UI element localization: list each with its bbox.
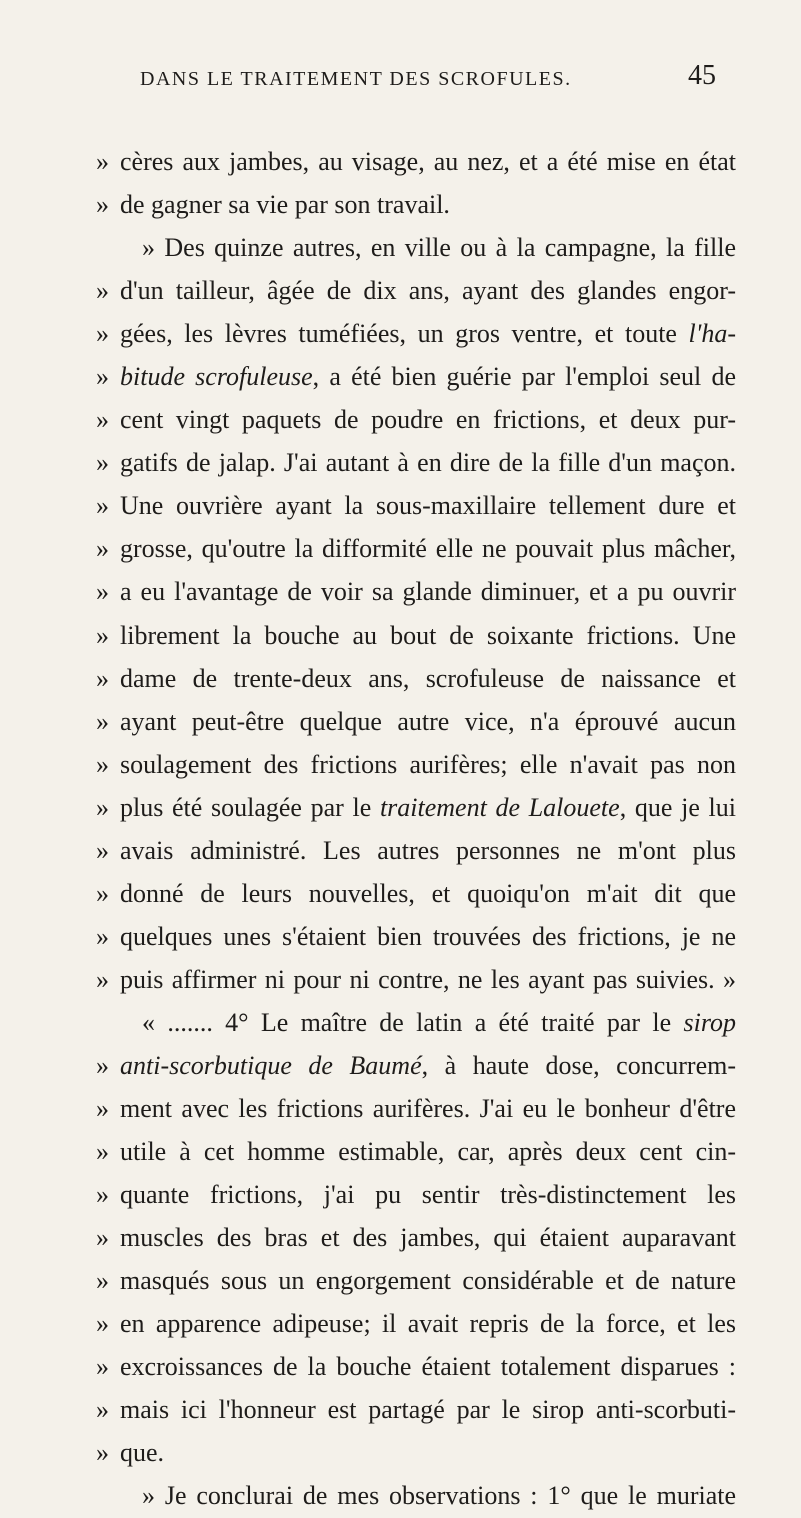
line-text — [142, 1474, 736, 1517]
page-number: 45 — [688, 60, 716, 91]
text-line — [96, 1431, 736, 1474]
line-text — [120, 657, 736, 700]
quote-mark: » — [96, 878, 109, 908]
line-text — [120, 829, 736, 872]
line-text — [120, 484, 736, 527]
quote-mark: » — [96, 405, 109, 435]
text-line — [96, 527, 736, 570]
text-run: grosse, qu'outre la difformité elle ne pouvait plus mâcher, — [120, 534, 736, 564]
quote-mark: » — [96, 1094, 109, 1124]
quote-mark: » — [96, 792, 109, 822]
text-run: ment avec les frictions aurifères. J'ai eu le bonheur d'être — [120, 1094, 736, 1124]
line-text — [120, 312, 736, 355]
text-run: que. — [120, 1438, 165, 1468]
text-line — [96, 657, 736, 700]
text-run: excroissances de la bouche étaient totalement disparues : — [120, 1352, 736, 1382]
line-text — [120, 872, 736, 915]
line-text — [120, 140, 736, 183]
text-line — [96, 1173, 736, 1216]
line-text — [120, 1216, 736, 1259]
text-run: avais administré. Les autres personnes ne m'ont plus — [120, 835, 736, 865]
text-run: a eu l'avantage de voir sa glande diminuer, et a pu ouvrir — [120, 577, 736, 607]
text-line — [96, 743, 736, 786]
italic-text: bitude scrofuleuse — [120, 362, 313, 392]
text-run: gatifs de jalap. J'ai autant à en dire de la fille d'un maçon. — [120, 448, 736, 478]
quote-mark: » — [96, 147, 109, 176]
line-text — [120, 1302, 736, 1345]
quote-mark: » — [96, 190, 109, 220]
text-line — [96, 958, 736, 1001]
page-header — [100, 60, 716, 110]
line-text — [120, 269, 736, 312]
quote-mark: » — [96, 1309, 109, 1339]
text-line — [96, 1044, 736, 1087]
text-line — [96, 786, 736, 829]
text-line — [96, 1216, 736, 1259]
text-run: dame de trente-deux ans, scrofuleuse de naissance et — [120, 663, 736, 693]
quote-mark: » — [96, 491, 109, 521]
text-run: de gagner sa vie par son travail. — [120, 190, 450, 220]
text-run: plus été soulagée par le — [120, 792, 380, 822]
text-run: Une ouvrière ayant la sous-maxillaire tellement dure et — [120, 491, 736, 521]
text-line — [96, 1302, 736, 1345]
text-run: , à haute dose, concurrem- — [421, 1050, 737, 1080]
text-run: cères aux jambes, au visage, au nez, et a été mise en état — [120, 147, 736, 176]
line-text — [120, 1130, 736, 1173]
text-run: donné de leurs nouvelles, et quoiqu'on m'ait dit que — [120, 878, 736, 908]
text-run: « ....... 4° Le maître de latin a été traité par le — [142, 1007, 684, 1037]
quote-mark: » — [96, 276, 109, 306]
line-text — [120, 614, 736, 657]
quote-mark: » — [96, 749, 109, 779]
line-text — [120, 1087, 736, 1130]
text-run: masqués sous un engorgement considérable et de nature — [120, 1266, 736, 1296]
quote-mark: » — [96, 1180, 109, 1210]
line-text — [120, 1431, 736, 1474]
quote-mark: » — [96, 534, 109, 564]
text-run: quante frictions, j'ai pu sentir très-distinctement les — [120, 1180, 736, 1210]
line-text — [120, 786, 736, 829]
text-line — [96, 312, 736, 355]
text-line — [96, 829, 736, 872]
italic-text: l'ha- — [688, 319, 736, 349]
quote-mark: » — [96, 1137, 109, 1167]
text-line — [96, 1001, 736, 1044]
text-run: » Des quinze autres, en ville ou à la campagne, la fille — [142, 233, 736, 263]
text-line — [96, 398, 736, 441]
line-text — [120, 1259, 736, 1302]
line-text — [120, 1044, 736, 1087]
text-run: cent vingt paquets de poudre en frictions, et deux pur- — [120, 405, 736, 435]
text-line — [96, 570, 736, 613]
line-text — [120, 183, 736, 226]
line-text — [120, 527, 736, 570]
text-line — [96, 1345, 736, 1388]
text-line — [96, 700, 736, 743]
line-text — [120, 441, 736, 484]
italic-text: traitement de Lalouete — [379, 792, 620, 822]
line-text — [142, 226, 736, 269]
text-run: d'un tailleur, âgée de dix ans, ayant des glandes engor- — [120, 276, 736, 306]
text-line — [96, 1388, 736, 1431]
quote-mark: » — [96, 620, 109, 650]
quote-mark: » — [96, 1050, 109, 1080]
quote-mark: » — [96, 921, 109, 951]
text-line — [96, 1474, 736, 1517]
text-line — [96, 355, 736, 398]
text-line — [96, 1130, 736, 1173]
line-text — [120, 915, 736, 958]
text-line — [96, 226, 736, 269]
text-run: gées, les lèvres tuméfiées, un gros ventre, et toute — [120, 319, 689, 349]
text-line — [96, 140, 736, 183]
quote-mark: » — [96, 706, 109, 736]
line-text — [142, 1001, 736, 1044]
quote-mark: » — [96, 319, 109, 349]
text-line — [96, 1087, 736, 1130]
text-line — [96, 183, 736, 226]
text-line — [96, 441, 736, 484]
quote-mark: » — [96, 964, 109, 994]
text-line — [96, 872, 736, 915]
line-text — [120, 570, 736, 613]
text-run: » Je conclurai de mes observations : 1° que le muriate — [142, 1481, 736, 1511]
text-line — [96, 1259, 736, 1302]
text-run: quelques unes s'étaient bien trouvées des frictions, je ne — [120, 921, 736, 951]
line-text — [120, 355, 736, 398]
quote-mark: » — [96, 663, 109, 693]
quote-mark: » — [96, 1438, 109, 1468]
running-title: DANS LE TRAITEMENT DES SCROFULES. — [140, 68, 572, 90]
line-text — [120, 1345, 736, 1388]
quote-mark: » — [96, 362, 109, 392]
text-run: soulagement des frictions aurifères; elle n'avait pas non — [120, 749, 736, 779]
text-run: , a été bien guérie par l'emploi seul de — [312, 362, 736, 392]
line-text — [120, 1173, 736, 1216]
line-text — [120, 958, 736, 1001]
text-run: utile à cet homme estimable, car, après deux cent cin- — [120, 1137, 736, 1167]
line-text — [120, 743, 736, 786]
line-text — [120, 1388, 736, 1431]
text-line — [96, 484, 736, 527]
quote-mark: » — [96, 1352, 109, 1382]
quote-mark: » — [96, 1223, 109, 1253]
quote-mark: » — [96, 577, 109, 607]
text-run: en apparence adipeuse; il avait repris de la force, et les — [120, 1309, 736, 1339]
line-text — [120, 700, 736, 743]
text-line — [96, 269, 736, 312]
quote-mark: » — [96, 835, 109, 865]
quote-mark: » — [96, 448, 109, 478]
text-run: muscles des bras et des jambes, qui étaient auparavant — [120, 1223, 736, 1253]
text-run: librement la bouche au bout de soixante frictions. Une — [120, 620, 736, 650]
text-run: ayant peut-être quelque autre vice, n'a éprouvé aucun — [120, 706, 736, 736]
quote-mark: » — [96, 1395, 109, 1425]
line-text — [120, 398, 736, 441]
text-line — [96, 915, 736, 958]
italic-text: sirop — [683, 1007, 736, 1037]
text-run: puis affirmer ni pour ni contre, ne les ayant pas suivies. » — [120, 964, 736, 994]
quote-mark: » — [96, 1266, 109, 1296]
body-text — [96, 140, 736, 1518]
text-line — [96, 614, 736, 657]
italic-text: anti-scorbutique de Baumé — [120, 1050, 422, 1080]
text-run: mais ici l'honneur est partagé par le sirop anti-scorbuti- — [120, 1395, 736, 1425]
text-run: , que je lui — [619, 792, 736, 822]
